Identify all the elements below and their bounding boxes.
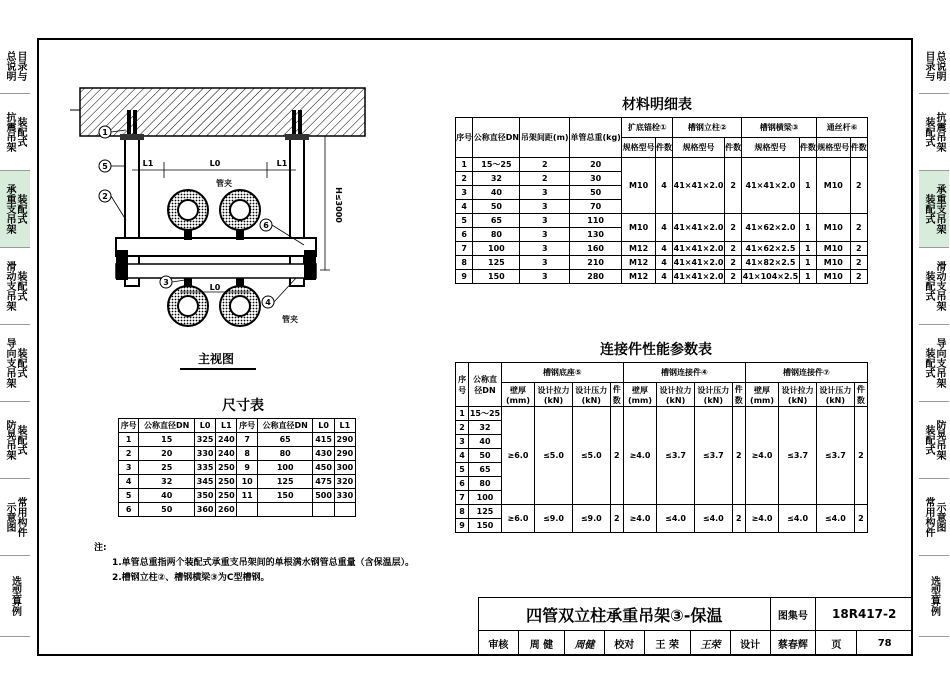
cell: 150 bbox=[469, 519, 502, 533]
ceiling-slab bbox=[80, 88, 365, 136]
cell: 100 bbox=[473, 242, 520, 256]
checker-signature: 王荣 bbox=[690, 631, 730, 656]
cell: 槽钢横梁③ bbox=[742, 118, 817, 138]
cell: 30 bbox=[570, 172, 622, 186]
cell: 4 bbox=[655, 270, 672, 284]
cell: 槽钢连接件⑦ bbox=[745, 363, 867, 383]
cell: 80 bbox=[469, 477, 502, 491]
cell: ≥6.0 bbox=[501, 505, 534, 533]
cell: M10 bbox=[816, 214, 850, 242]
main-view-drawing bbox=[60, 70, 390, 370]
row-number: 5 bbox=[456, 463, 469, 477]
design-label: 设计 bbox=[730, 631, 770, 656]
cell: 130 bbox=[570, 228, 622, 242]
cell: ≥4.0 bbox=[623, 407, 656, 505]
cell: 450 bbox=[313, 461, 334, 475]
cell: 3 bbox=[520, 214, 570, 228]
material-table-title: 材料明细表 bbox=[622, 97, 692, 113]
cell: ≤5.0 bbox=[572, 407, 610, 505]
sidebar-tab[interactable] bbox=[919, 325, 949, 402]
cell: 41×82×2.5 bbox=[742, 256, 799, 270]
cell: ≤4.0 bbox=[816, 505, 854, 533]
dim-l0-top: L0 bbox=[209, 159, 221, 168]
cell: M10 bbox=[816, 158, 850, 214]
cell: 9 bbox=[456, 270, 473, 284]
cell: ≤3.7 bbox=[657, 407, 695, 505]
page-number: 78 bbox=[857, 631, 913, 656]
cell: 2 bbox=[732, 505, 745, 533]
reviewer-signature: 周健 bbox=[565, 631, 605, 656]
cell: 4 bbox=[655, 214, 672, 242]
cell: 125 bbox=[257, 475, 313, 489]
cell: M10 bbox=[816, 242, 850, 256]
callout-3: 3 bbox=[163, 278, 169, 287]
cell: 65 bbox=[469, 463, 502, 477]
cell: 330 bbox=[334, 489, 355, 503]
cell: 240 bbox=[216, 433, 237, 447]
row-number: 8 bbox=[456, 505, 469, 519]
cell: 41×41×2.0 bbox=[673, 256, 725, 270]
cell: 2 bbox=[119, 447, 139, 461]
cell: 壁厚(mm) bbox=[623, 383, 656, 407]
cell: 41×62×2.5 bbox=[742, 242, 799, 256]
cell: 2 bbox=[724, 158, 741, 214]
cell: 2 bbox=[850, 270, 867, 284]
sidebar-tab-label: 抗震吊架 bbox=[4, 112, 15, 152]
sidebar-tab-label: 防晃吊架 bbox=[4, 420, 15, 460]
cell: ≥4.0 bbox=[745, 407, 778, 505]
cell: 80 bbox=[473, 228, 520, 242]
row-number: 7 bbox=[456, 491, 469, 505]
sidebar-tab-label: 选型算例 bbox=[9, 576, 21, 616]
cell: 110 bbox=[570, 214, 622, 228]
sidebar-tab-label: 滑动支吊架 bbox=[934, 261, 945, 311]
sidebar-tab-sublabel: 装配式 bbox=[923, 348, 934, 378]
cell: L1 bbox=[334, 419, 355, 433]
cell: ≤3.7 bbox=[779, 407, 817, 505]
cell: 3 bbox=[456, 186, 473, 200]
sidebar-tab-sublabel: 常用构件 bbox=[15, 497, 26, 537]
cell: 2 bbox=[456, 172, 473, 186]
cell: 3 bbox=[520, 270, 570, 284]
drawing-title: 四管双立柱承重吊架③-保温 bbox=[479, 598, 771, 631]
cell: 设计拉力(kN) bbox=[779, 383, 817, 407]
cell: 500 bbox=[313, 489, 334, 503]
dim-l1-left: L1 bbox=[142, 159, 154, 168]
sidebar-tab-label: 示意图 bbox=[4, 502, 15, 532]
cell: 3 bbox=[119, 461, 139, 475]
cell: 41×41×2.0 bbox=[673, 158, 725, 214]
sidebar-tab[interactable] bbox=[0, 38, 30, 94]
sidebar-tab[interactable] bbox=[919, 556, 949, 637]
cell: 规格型号 bbox=[816, 138, 850, 158]
cell: 6 bbox=[119, 503, 139, 517]
cell: 280 bbox=[570, 270, 622, 284]
cell: 345 bbox=[195, 475, 216, 489]
cell: 2 bbox=[732, 407, 745, 505]
cell: 125 bbox=[473, 256, 520, 270]
size-table bbox=[118, 418, 356, 517]
cell: 70 bbox=[570, 200, 622, 214]
cell: 2 bbox=[724, 242, 741, 256]
cell: ≥4.0 bbox=[623, 505, 656, 533]
title-block bbox=[478, 597, 913, 656]
cell: 2 bbox=[520, 172, 570, 186]
cell: 2 bbox=[850, 214, 867, 242]
cell: M10 bbox=[622, 158, 656, 214]
cell: 4 bbox=[456, 200, 473, 214]
cell: 设计拉力(kN) bbox=[657, 383, 695, 407]
sidebar-tab[interactable] bbox=[0, 171, 30, 248]
sidebar-tab-sublabel: 装配式 bbox=[15, 117, 26, 147]
cell: ≤4.0 bbox=[657, 505, 695, 533]
cell: 规格型号 bbox=[742, 138, 799, 158]
cell: 槽钢连接件④ bbox=[623, 363, 745, 383]
cell: 3 bbox=[520, 200, 570, 214]
sidebar-tab[interactable] bbox=[0, 402, 30, 479]
material-table bbox=[455, 117, 868, 284]
cell: 2 bbox=[854, 407, 867, 505]
cell: 9 bbox=[237, 461, 257, 475]
cell: 240 bbox=[216, 447, 237, 461]
cell: L1 bbox=[216, 419, 237, 433]
cell: 件数 bbox=[732, 383, 745, 407]
cell: 65 bbox=[473, 214, 520, 228]
cell: 规格型号 bbox=[673, 138, 725, 158]
beam bbox=[116, 238, 316, 256]
cell: 50 bbox=[139, 503, 195, 517]
row-number: 6 bbox=[456, 477, 469, 491]
sidebar-tab-label: 导向支吊架 bbox=[4, 338, 15, 388]
cell: 11 bbox=[237, 489, 257, 503]
cell: 序号 bbox=[119, 419, 139, 433]
cell: 2 bbox=[610, 505, 623, 533]
sidebar-tab[interactable] bbox=[0, 479, 30, 556]
sidebar-tab[interactable] bbox=[919, 402, 949, 479]
cell: M10 bbox=[816, 256, 850, 270]
cell: 125 bbox=[469, 505, 502, 519]
size-table-title: 尺寸表 bbox=[222, 398, 264, 414]
cell: 1 bbox=[799, 158, 816, 214]
sidebar-tab[interactable] bbox=[919, 171, 949, 248]
cell: 4 bbox=[655, 242, 672, 256]
cell: 160 bbox=[570, 242, 622, 256]
sidebar-tab-sublabel: 装配式 bbox=[15, 348, 26, 378]
cell: M10 bbox=[622, 214, 656, 242]
pipe-clamp-bottom-label: 管夹 bbox=[282, 315, 298, 324]
sidebar-tab-sublabel: 装配式 bbox=[923, 194, 934, 224]
cell: 2 bbox=[520, 158, 570, 172]
left-sidebar bbox=[0, 38, 30, 658]
cell: 3 bbox=[520, 186, 570, 200]
cell: 3 bbox=[520, 228, 570, 242]
right-sidebar bbox=[919, 38, 949, 658]
cell: ≤5.0 bbox=[535, 407, 573, 505]
cell: ≥4.0 bbox=[745, 505, 778, 533]
notes-head: 注: bbox=[94, 543, 107, 553]
cell: 槽钢立柱② bbox=[673, 118, 742, 138]
sidebar-tab-sublabel: 装配式 bbox=[15, 425, 26, 455]
sidebar-tab[interactable] bbox=[0, 325, 30, 402]
cell: 32 bbox=[469, 421, 502, 435]
cell: 150 bbox=[473, 270, 520, 284]
callout-2: 2 bbox=[102, 192, 108, 201]
sidebar-tab-sublabel: 装配式 bbox=[923, 271, 934, 301]
cell: 40 bbox=[139, 489, 195, 503]
cell: 1 bbox=[799, 214, 816, 242]
sidebar-tab[interactable] bbox=[919, 38, 949, 94]
sidebar-tab-sublabel: 装配式 bbox=[923, 425, 934, 455]
cell: 6 bbox=[456, 228, 473, 242]
cell: 41×104×2.5 bbox=[742, 270, 799, 284]
title-underline bbox=[180, 368, 256, 370]
cell: 公称直径DN bbox=[139, 419, 195, 433]
cell: 公称直径DN bbox=[473, 118, 520, 158]
sidebar-tab-label: 承重支吊架 bbox=[934, 184, 945, 234]
upper-pipes bbox=[168, 190, 260, 240]
cell: 件数 bbox=[854, 383, 867, 407]
checker-name: 王 荣 bbox=[644, 631, 690, 656]
cell: 20 bbox=[139, 447, 195, 461]
cell: 250 bbox=[216, 475, 237, 489]
sidebar-tab-label: 选型算例 bbox=[928, 576, 940, 616]
cell: 50 bbox=[570, 186, 622, 200]
cell: 415 bbox=[313, 433, 334, 447]
cell: M12 bbox=[622, 256, 656, 270]
cell: 壁厚(mm) bbox=[745, 383, 778, 407]
cell: 250 bbox=[216, 461, 237, 475]
check-label: 校对 bbox=[604, 631, 644, 656]
callout-1: 1 bbox=[102, 128, 108, 137]
cell: 件数 bbox=[799, 138, 816, 158]
cell: 10 bbox=[237, 475, 257, 489]
cell: 7 bbox=[237, 433, 257, 447]
cell: 290 bbox=[334, 433, 355, 447]
cell: 475 bbox=[313, 475, 334, 489]
cell: 32 bbox=[473, 172, 520, 186]
sidebar-tab-sublabel: 装配式 bbox=[15, 194, 26, 224]
cell: 41×41×2.0 bbox=[673, 242, 725, 256]
cell: 210 bbox=[570, 256, 622, 270]
dim-l1-right: L1 bbox=[276, 159, 288, 168]
cell: 壁厚(mm) bbox=[501, 383, 534, 407]
cell: 20 bbox=[570, 158, 622, 172]
sidebar-tab[interactable] bbox=[0, 248, 30, 325]
cell: 4 bbox=[119, 475, 139, 489]
cell: ≤4.0 bbox=[779, 505, 817, 533]
cell: 32 bbox=[139, 475, 195, 489]
row-number: 9 bbox=[456, 519, 469, 533]
sidebar-tab[interactable] bbox=[0, 556, 30, 637]
cell: 设计压力(kN) bbox=[816, 383, 854, 407]
cell bbox=[313, 503, 334, 517]
cell: 件数 bbox=[655, 138, 672, 158]
cell: 320 bbox=[334, 475, 355, 489]
callout-6: 6 bbox=[263, 221, 269, 230]
cell: 3 bbox=[520, 256, 570, 270]
cell: 2 bbox=[850, 158, 867, 214]
cell: 430 bbox=[313, 447, 334, 461]
cell: 40 bbox=[469, 435, 502, 449]
cell: 15 bbox=[139, 433, 195, 447]
cell: ≤9.0 bbox=[535, 505, 573, 533]
sidebar-tab-sublabel: 装配式 bbox=[923, 117, 934, 147]
cell: 330 bbox=[195, 447, 216, 461]
page-label: 页 bbox=[816, 631, 857, 656]
cell: 41×41×2.0 bbox=[673, 270, 725, 284]
cell: 设计拉力(kN) bbox=[535, 383, 573, 407]
cell: 4 bbox=[655, 256, 672, 270]
cell: ≥6.0 bbox=[501, 407, 534, 505]
cell: 设计压力(kN) bbox=[572, 383, 610, 407]
cell: 件数 bbox=[724, 138, 741, 158]
connector-table bbox=[455, 362, 868, 533]
sidebar-tab-label: 导向支吊架 bbox=[934, 338, 945, 388]
sidebar-tab-label: 总说明 bbox=[934, 50, 945, 81]
cell: 300 bbox=[334, 461, 355, 475]
connector-table-title: 连接件性能参数表 bbox=[600, 342, 712, 358]
row-number: 4 bbox=[456, 449, 469, 463]
callout-5: 5 bbox=[102, 162, 108, 171]
cell: 5 bbox=[119, 489, 139, 503]
sidebar-tab-sublabel: 常用构件 bbox=[923, 497, 934, 537]
cell: 350 bbox=[195, 489, 216, 503]
cell: 2 bbox=[854, 505, 867, 533]
cell: 80 bbox=[257, 447, 313, 461]
atlas-number: 18R417-2 bbox=[816, 598, 913, 631]
cell: 序号 bbox=[456, 118, 473, 158]
cell: M12 bbox=[622, 270, 656, 284]
cell: 15～25 bbox=[469, 407, 502, 421]
cell: M10 bbox=[816, 270, 850, 284]
cell: 360 bbox=[195, 503, 216, 517]
cell: ≤9.0 bbox=[572, 505, 610, 533]
cell: 公称直径DN bbox=[469, 363, 502, 407]
cell: 2 bbox=[724, 214, 741, 242]
cell: 41×41×2.0 bbox=[673, 214, 725, 242]
cell: 7 bbox=[456, 242, 473, 256]
cell: 15～25 bbox=[473, 158, 520, 172]
cell: 件数 bbox=[850, 138, 867, 158]
sidebar-tab-sublabel: 目录与 bbox=[923, 50, 934, 81]
callout-4: 4 bbox=[265, 298, 271, 307]
designer-name: 蔡春辉 bbox=[770, 631, 816, 656]
cell: 规格型号 bbox=[622, 138, 656, 158]
cell: 41×41×2.0 bbox=[742, 158, 799, 214]
cell: 150 bbox=[257, 489, 313, 503]
cell: 公称直径DN bbox=[257, 419, 313, 433]
reviewer-name: 周 健 bbox=[518, 631, 564, 656]
sidebar-tab-sublabel: 目录与 bbox=[15, 50, 26, 81]
cell: 290 bbox=[334, 447, 355, 461]
sidebar-tab[interactable] bbox=[919, 248, 949, 325]
cell: 100 bbox=[469, 491, 502, 505]
notes bbox=[94, 541, 414, 586]
cell: 4 bbox=[655, 158, 672, 214]
sidebar-tab-sublabel: 装配式 bbox=[15, 271, 26, 301]
row-number: 3 bbox=[456, 435, 469, 449]
cell: 1 bbox=[799, 242, 816, 256]
cell: 吊架间距(m) bbox=[520, 118, 570, 158]
cell: 设计压力(kN) bbox=[694, 383, 732, 407]
cell: L0 bbox=[313, 419, 334, 433]
cell: 65 bbox=[257, 433, 313, 447]
cell bbox=[334, 503, 355, 517]
cell: 2 bbox=[724, 256, 741, 270]
cell: 100 bbox=[257, 461, 313, 475]
cell bbox=[257, 503, 313, 517]
cell: 250 bbox=[216, 489, 237, 503]
note-1: 1.单管总重指两个装配式承重支吊架间的单根满水钢管总重量（含保温层）。 bbox=[112, 558, 415, 568]
cell: 1 bbox=[456, 158, 473, 172]
cell: 1 bbox=[119, 433, 139, 447]
cell: ≤4.0 bbox=[694, 505, 732, 533]
cell: 槽钢底座⑤ bbox=[501, 363, 623, 383]
main-view-title: 主视图 bbox=[198, 352, 235, 366]
sidebar-tab-label: 总说明 bbox=[4, 50, 15, 81]
cell: 50 bbox=[469, 449, 502, 463]
cell: 50 bbox=[473, 200, 520, 214]
cell: 2 bbox=[850, 256, 867, 270]
cell: 335 bbox=[195, 461, 216, 475]
cell: 260 bbox=[216, 503, 237, 517]
cell: 件数 bbox=[610, 383, 623, 407]
cell: 8 bbox=[456, 256, 473, 270]
note-2: 2.槽钢立柱②、槽钢横梁③为C型槽钢。 bbox=[112, 573, 270, 583]
cell: 单管总重(kg) bbox=[570, 118, 622, 158]
cell: 5 bbox=[456, 214, 473, 228]
sidebar-tab[interactable] bbox=[919, 479, 949, 556]
cell: ≤3.7 bbox=[694, 407, 732, 505]
cell: 2 bbox=[724, 270, 741, 284]
cell: 3 bbox=[520, 242, 570, 256]
sidebar-tab-label: 承重支吊架 bbox=[4, 184, 15, 234]
cell: 通丝杆⑥ bbox=[816, 118, 867, 138]
cell: 25 bbox=[139, 461, 195, 475]
dim-l0-bottom: L0 bbox=[209, 283, 221, 292]
sidebar-tab[interactable] bbox=[0, 94, 30, 171]
cell: M12 bbox=[622, 242, 656, 256]
cell: L0 bbox=[195, 419, 216, 433]
cell: 8 bbox=[237, 447, 257, 461]
row-number: 1 bbox=[456, 407, 469, 421]
row-number: 2 bbox=[456, 421, 469, 435]
cell: 325 bbox=[195, 433, 216, 447]
cell: 2 bbox=[850, 242, 867, 256]
sidebar-tab-label: 防晃吊架 bbox=[934, 420, 945, 460]
cell: 1 bbox=[799, 270, 816, 284]
cell: ≤3.7 bbox=[816, 407, 854, 505]
cell: 41×62×2.0 bbox=[742, 214, 799, 242]
cell: 40 bbox=[473, 186, 520, 200]
sidebar-tab[interactable] bbox=[919, 94, 949, 171]
sidebar-tab-label: 滑动支吊架 bbox=[4, 261, 15, 311]
cell: 序号 bbox=[237, 419, 257, 433]
cell: 序号 bbox=[456, 363, 469, 407]
pipe-clamp-top-label: 管夹 bbox=[216, 179, 232, 188]
cell: 扩底锚栓① bbox=[622, 118, 673, 138]
cell: 2 bbox=[610, 407, 623, 505]
sidebar-tab-label: 抗震吊架 bbox=[934, 112, 945, 152]
height-label: H≤3000 bbox=[334, 187, 343, 223]
atlas-label: 图集号 bbox=[770, 598, 816, 631]
cell bbox=[237, 503, 257, 517]
cell: 1 bbox=[799, 256, 816, 270]
review-label: 审核 bbox=[479, 631, 519, 656]
sidebar-tab-label: 示意图 bbox=[934, 502, 945, 532]
